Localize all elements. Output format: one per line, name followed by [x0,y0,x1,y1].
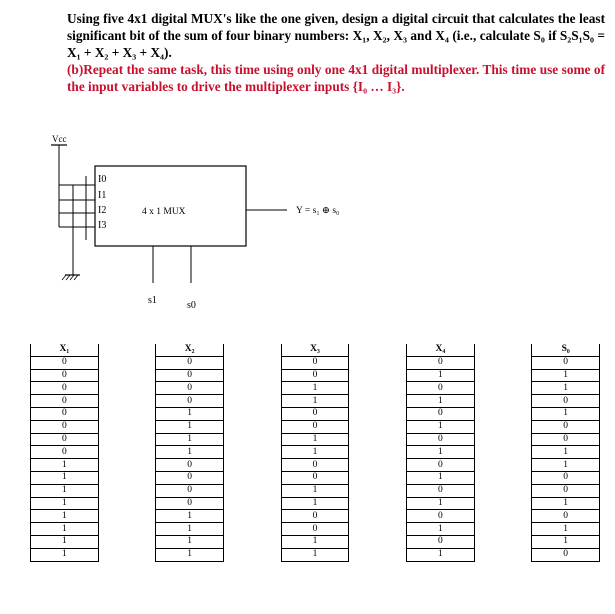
table-row [31,356,600,369]
table-cell: 1 [156,433,224,446]
table-row [31,382,600,395]
table-cell: 0 [406,535,474,548]
table-cell: 0 [281,510,349,523]
table-row [31,548,600,561]
table-cell: 0 [281,523,349,536]
table-cell: 1 [156,407,224,420]
table-row [31,510,600,523]
table-cell: 1 [156,523,224,536]
table-cell: 0 [406,510,474,523]
input-i3-label: I3 [98,220,107,231]
table-cell: 0 [281,407,349,420]
table-cell: 1 [406,446,474,459]
table-row [31,369,600,382]
vcc-label: Vcc [52,134,67,144]
table-cell: 0 [281,420,349,433]
table-cell: 0 [31,356,99,369]
table-row [31,471,600,484]
table-row [31,446,600,459]
table-cell: 0 [156,471,224,484]
table-cell: 0 [156,382,224,395]
table-cell: 0 [156,356,224,369]
table-cell: 1 [406,395,474,408]
table-row [31,535,600,548]
table-cell: 1 [156,548,224,561]
input-i2-label: I2 [98,205,107,216]
table-cell: 0 [406,407,474,420]
table-cell: 0 [532,433,600,446]
table-cell: 1 [406,420,474,433]
table-cell: 1 [532,459,600,472]
table-cell: 1 [281,433,349,446]
table-row [31,395,600,408]
table-cell: 1 [31,523,99,536]
table-cell: 1 [156,510,224,523]
table-cell: 0 [406,433,474,446]
select-s1-label: s1 [148,295,157,306]
table-cell: 0 [532,395,600,408]
table-cell: 0 [532,471,600,484]
table-cell: 1 [31,548,99,561]
table-cell: 1 [31,471,99,484]
table-cell: 1 [31,510,99,523]
table-cell: 1 [532,369,600,382]
table-row [31,484,600,497]
table-cell: 1 [532,407,600,420]
table-cell: 0 [156,395,224,408]
header-x2: X₂ [156,344,224,356]
table-cell: 0 [406,382,474,395]
table-cell: 1 [281,497,349,510]
table-cell: 0 [281,369,349,382]
input-i1-label: I1 [98,190,107,201]
table-cell: 1 [156,446,224,459]
table-cell: 0 [532,420,600,433]
table-cell: 1 [406,471,474,484]
table-cell: 0 [31,420,99,433]
table-cell: 1 [406,548,474,561]
table-cell: 0 [532,510,600,523]
table-cell: 1 [31,497,99,510]
table-cell: 1 [281,446,349,459]
input-i0-label: I0 [98,174,107,185]
table-row [31,407,600,420]
table-row [31,497,600,510]
table-cell: 1 [532,497,600,510]
table-cell: 0 [532,548,600,561]
table-cell: 1 [156,420,224,433]
table-cell: 1 [156,535,224,548]
table-cell: 1 [532,382,600,395]
table-cell: 1 [281,484,349,497]
table-cell: 0 [532,484,600,497]
table-cell: 0 [406,356,474,369]
table-cell: 1 [532,446,600,459]
table-cell: 0 [156,484,224,497]
table-cell: 0 [31,369,99,382]
table-row [31,459,600,472]
truth-table-header [31,344,600,356]
table-cell: 0 [31,433,99,446]
table-cell: 0 [532,356,600,369]
input-wires [59,176,95,240]
table-cell: 0 [406,459,474,472]
table-row [31,433,600,446]
table-row [31,420,600,433]
table-cell: 1 [31,535,99,548]
mux-box [95,166,246,246]
table-cell: 1 [406,497,474,510]
table-cell: 0 [31,395,99,408]
table-cell: 0 [31,446,99,459]
table-cell: 0 [156,369,224,382]
table-cell: 0 [156,459,224,472]
truth-table [30,344,600,562]
header-s0: S₀ [532,344,600,356]
table-cell: 0 [31,382,99,395]
select-s0-label: s0 [187,300,196,311]
table-cell: 1 [31,459,99,472]
header-x1: X₁ [31,344,99,356]
table-cell: 0 [406,484,474,497]
table-cell: 1 [532,535,600,548]
table-cell: 0 [156,497,224,510]
table-cell: 1 [281,395,349,408]
header-x3: X₃ [281,344,349,356]
table-row [31,523,600,536]
problem-part-a: Using five 4x1 digital MUX's like the one given, design a digital circuit that calculates the least significant bit of the sum of four binary numbers: X₁, X₂, X₃ and X₄ (i.e., calculate S₀ if S₂S₁S₀ = X₁ + X₂ + X₃ + X₄). [67,11,605,60]
table-cell: 0 [31,407,99,420]
table-cell: 1 [31,484,99,497]
output-label: Y = s₁ ⊕ s₀ [296,206,340,216]
table-cell: 1 [281,382,349,395]
mux-label: 4 x 1 MUX [142,207,186,217]
table-cell: 1 [281,548,349,561]
table-cell: 1 [406,369,474,382]
table-cell: 0 [281,459,349,472]
table-cell: 1 [281,535,349,548]
table-cell: 1 [406,523,474,536]
table-cell: 0 [281,471,349,484]
header-x4: X₄ [406,344,474,356]
problem-part-b: (b)Repeat the same task, this time using only one 4x1 digital multiplexer. This time use some of the input variables to drive the multiplexer inputs {I₀ … I₃}. [67,62,605,94]
table-cell: 0 [281,356,349,369]
table-cell: 1 [532,523,600,536]
